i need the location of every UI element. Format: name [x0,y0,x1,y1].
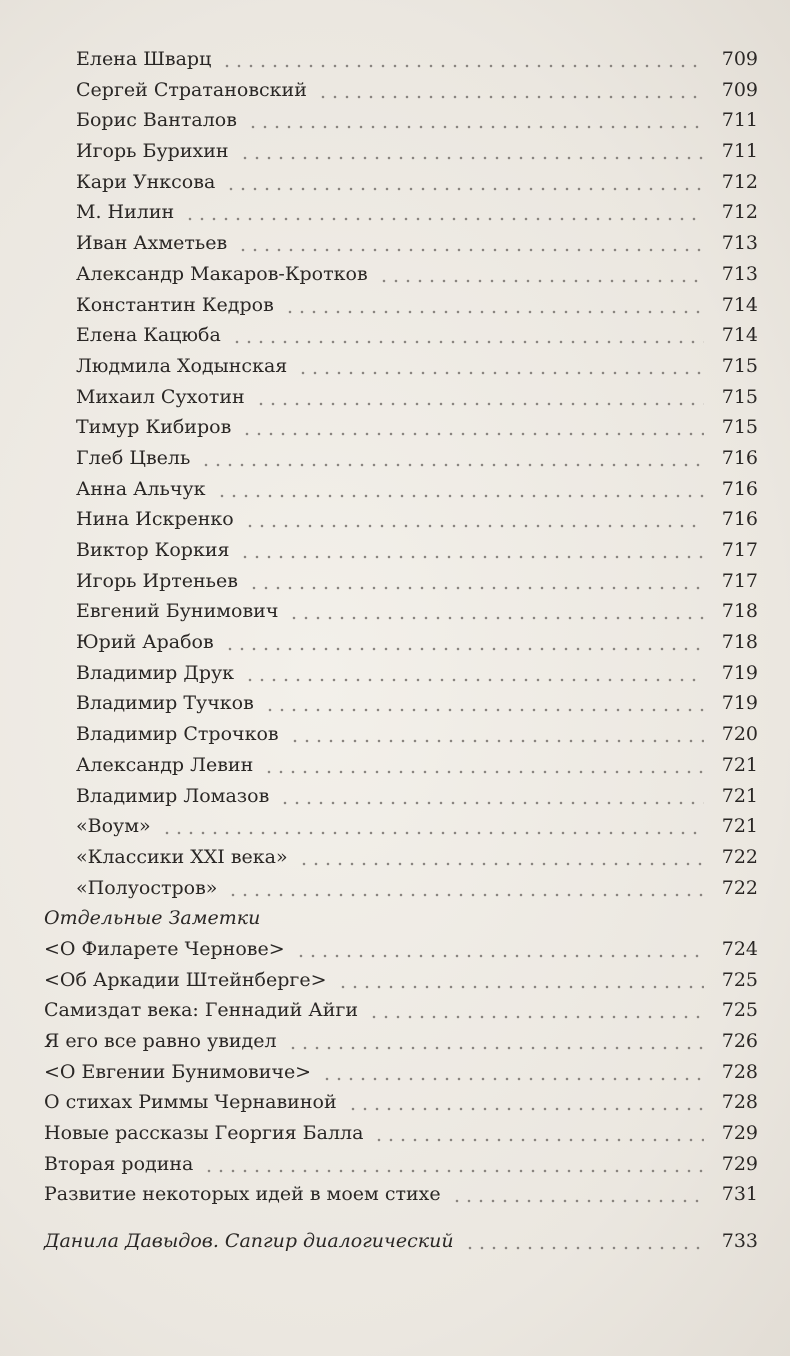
toc-page-number: 725 [721,968,758,991]
toc-page-number: 716 [721,477,758,500]
toc-entry [0,750,790,781]
toc-entry-title: Владимир Строчков [76,723,279,746]
toc-entry [0,688,790,719]
table-of-contents [0,44,790,1257]
toc-page-number: 721 [721,753,758,776]
toc-entry [0,474,790,505]
dot-leader [373,1118,704,1148]
dot-leader [321,1057,704,1087]
dot-leader [284,290,704,320]
toc-page-number: 718 [721,600,758,623]
spacer [0,1210,790,1226]
toc-page-number: 712 [721,201,758,224]
toc-page-number: 714 [721,293,758,316]
toc-entry [0,1118,790,1149]
dot-leader [451,1179,704,1209]
dot-leader [347,1087,704,1117]
toc-entry [0,873,790,904]
toc-entry [0,443,790,474]
toc-entry-title: О стихах Риммы Чернавиной [44,1091,337,1114]
toc-page-number: 715 [721,385,758,408]
toc-entry-title: Евгений Бунимович [76,600,279,623]
toc-page-number: 721 [721,784,758,807]
toc-entry [0,995,790,1026]
toc-page-number: 726 [721,1030,758,1052]
toc-entry-title: <О Евгении Бунимовиче> [44,1060,312,1083]
toc-entry [0,320,790,351]
toc-page-number: 717 [721,569,758,592]
toc-entry-title: Юрий Арабов [76,631,214,654]
toc-entry-title: Людмила Ходынская [76,354,288,377]
toc-entry-title: <Об Аркадии Штейнберге> [44,968,327,991]
toc-page-number: 716 [721,508,758,531]
dot-leader [289,719,704,749]
toc-entry-title: Анна Альчук [76,477,206,500]
toc-entry-title: Александр Левин [76,753,254,776]
toc-entry [0,197,790,228]
toc-entry-title: Развитие некоторых идей в моем стихе [44,1183,441,1206]
toc-page-number: 728 [721,1060,758,1083]
toc-entry [0,504,790,535]
dot-leader [241,412,704,442]
toc-entry [0,719,790,750]
toc-entry [0,596,790,627]
toc-entry-title: «Полуостров» [76,876,218,899]
toc-entry-title: Константин Кедров [76,293,274,316]
toc-entry-title: Данила Давыдов. Сапгир диалогический [44,1230,454,1253]
toc-page-number: 709 [721,48,758,70]
dot-leader [224,627,704,657]
toc-page-number: 719 [721,692,758,715]
toc-entry-title: Я его все равно увидел [44,1030,277,1052]
toc-page-number: 725 [721,999,758,1022]
dot-leader [239,136,704,166]
toc-page-number: 731 [721,1183,758,1206]
toc-page-number: 729 [721,1122,758,1145]
toc-page-number: 715 [721,416,758,439]
toc-entry [0,1179,790,1210]
toc-page-number: 724 [721,937,758,960]
dot-leader [298,842,704,872]
dot-leader [378,259,704,289]
toc-page-number: 713 [721,232,758,255]
toc-entry-title: Нина Искренко [76,508,234,531]
toc-entry [0,1057,790,1088]
dot-leader [287,1026,704,1056]
dot-leader [248,566,704,596]
toc-page-number: 715 [721,354,758,377]
toc-page-number: 717 [721,539,758,561]
toc-page-number: 729 [721,1152,758,1175]
toc-entry-title: <О Филарете Чернове> [44,937,285,960]
toc-entry-title: Елена Кацюба [76,324,221,347]
toc-entry [0,566,790,597]
toc-entry [0,781,790,812]
toc-entry-title: Михаил Сухотин [76,385,245,408]
toc-entry-title: Игорь Бурихин [76,140,229,163]
toc-entry [0,167,790,198]
toc-entry [0,934,790,965]
toc-entry [0,1087,790,1118]
dot-leader [239,535,704,565]
toc-page-number: 713 [721,262,758,285]
toc-entry-title: Борис Ванталов [76,109,237,132]
toc-entry-title: Елена Шварц [76,48,212,70]
toc-entry [0,44,790,75]
toc-entry-title: Вторая родина [44,1152,194,1175]
dot-leader [161,811,704,841]
dot-leader [225,167,704,197]
toc-entry [0,259,790,290]
dot-leader [464,1226,704,1256]
dot-leader [295,934,704,964]
toc-page-number: 718 [721,631,758,654]
toc-entry-title: Сергей Стратановский [76,78,307,101]
toc-page-number: 716 [721,446,758,469]
toc-entry [0,105,790,136]
dot-leader [288,596,704,626]
toc-page-number: 721 [721,815,758,838]
toc-entry [0,627,790,658]
toc-entry-title: Игорь Иртеньев [76,569,238,592]
dot-leader [264,688,704,718]
toc-entry-title: Новые рассказы Георгия Балла [44,1122,364,1145]
toc-page-number: 733 [721,1230,758,1253]
toc-entry-title: Владимир Тучков [76,692,254,715]
toc-section-heading [0,903,790,934]
toc-entry [0,351,790,382]
dot-leader [255,382,704,412]
toc-entry-title: Самиздат века: Геннадий Айги [44,999,359,1022]
toc-entry-title: Александр Макаров-Кротков [76,262,368,285]
dot-leader [203,1149,704,1179]
toc-entry-title: Иван Ахметьев [76,232,228,255]
toc-entry [0,965,790,996]
toc-entry-title: Владимир Ломазов [76,784,270,807]
toc-entry-title: М. Нилин [76,201,175,224]
toc-entry [0,136,790,167]
toc-entry [0,75,790,106]
dot-leader [368,995,704,1025]
dot-leader [263,750,704,780]
toc-entry [0,290,790,321]
toc-entry-title: Владимир Друк [76,661,235,684]
dot-leader [247,105,704,135]
dot-leader [221,44,704,74]
toc-entry-title: «Воум» [76,815,151,838]
dot-leader [231,320,704,350]
toc-page-number: 722 [721,876,758,899]
dot-leader [227,873,704,903]
dot-leader [337,965,704,995]
toc-entry [0,842,790,873]
toc-page-number: 711 [721,140,758,163]
dot-leader [317,75,704,105]
toc-page-number: 728 [721,1091,758,1114]
dot-leader [244,658,704,688]
dot-leader [237,228,704,258]
toc-page-number: 709 [721,78,758,101]
toc-page-number: 722 [721,845,758,868]
dot-leader [184,197,704,227]
dot-leader [200,443,704,473]
toc-page-number: 711 [721,109,758,132]
toc-entry-title: Виктор Коркия [76,539,230,561]
dot-leader [279,781,704,811]
toc-entry [0,382,790,413]
dot-leader [244,504,704,534]
toc-entry-title: Отдельные Заметки [44,907,261,930]
toc-entry [0,412,790,443]
dot-leader [216,474,704,504]
toc-page-number: 719 [721,661,758,684]
dot-leader [297,351,704,381]
toc-page-number: 714 [721,324,758,347]
toc-entry [0,1026,790,1057]
toc-entry-title: Кари Унксова [76,170,216,193]
toc-entry-title: Тимур Кибиров [76,416,232,439]
toc-entry-title: Глеб Цвель [76,446,191,469]
toc-entry [0,658,790,689]
toc-page-number: 712 [721,170,758,193]
toc-entry [0,228,790,259]
toc-entry-final [0,1226,790,1257]
toc-entry-title: «Классики XXI века» [76,845,288,868]
toc-entry [0,535,790,566]
toc-entry [0,811,790,842]
toc-entry [0,1149,790,1180]
toc-page-number: 720 [721,723,758,746]
